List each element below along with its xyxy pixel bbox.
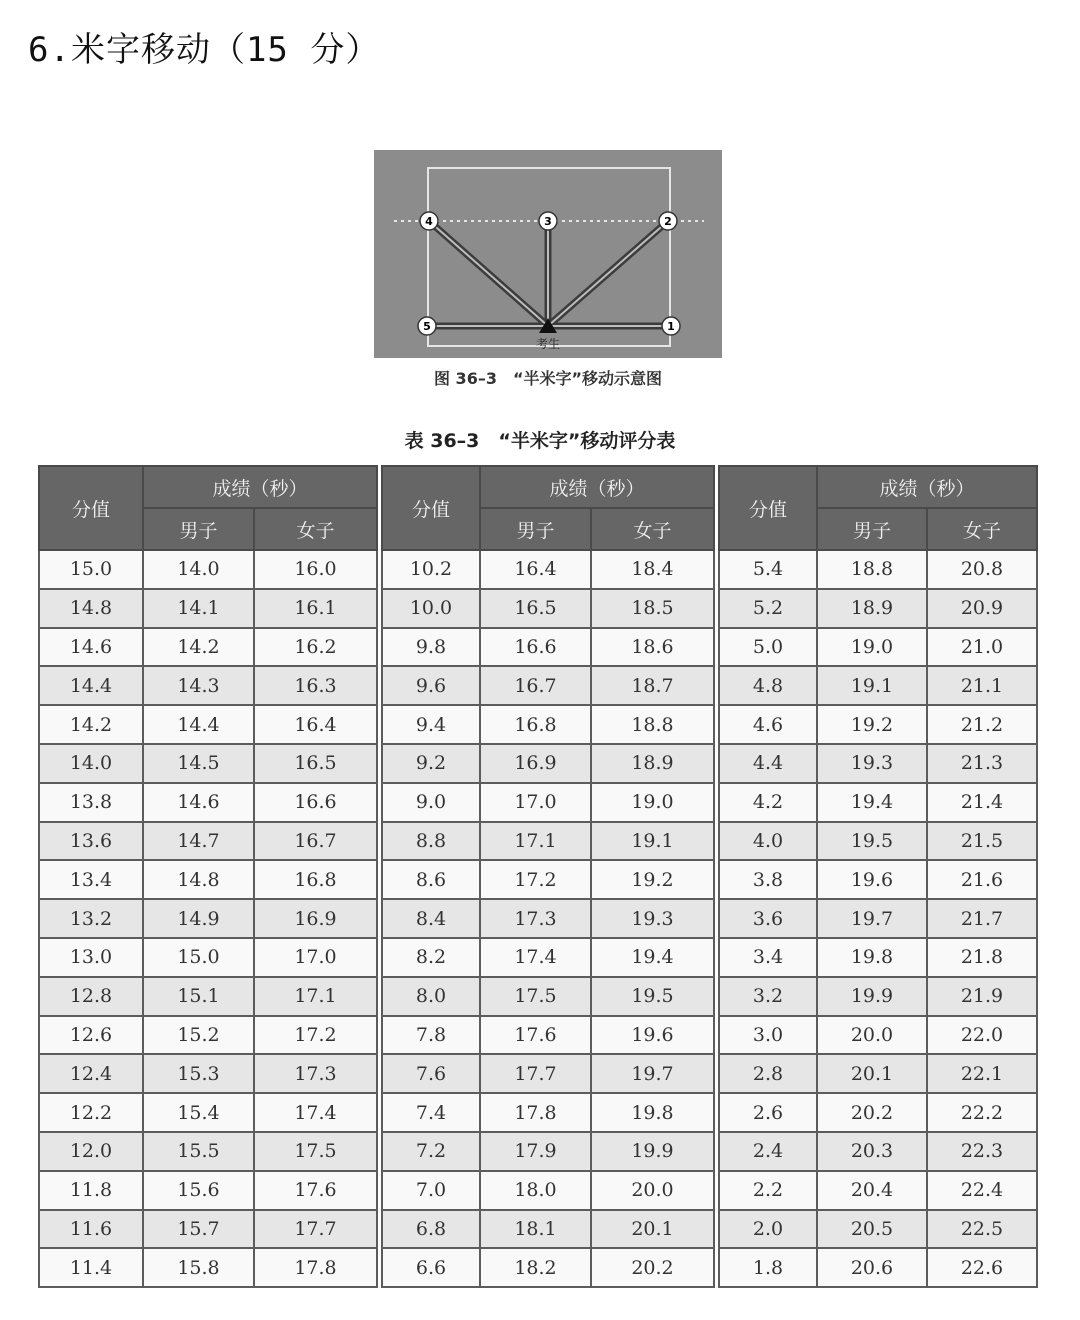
table-row bbox=[39, 666, 377, 705]
header-female: 女子 bbox=[254, 508, 377, 550]
cell-female: 19.3 bbox=[591, 899, 714, 938]
table-row bbox=[382, 1248, 714, 1287]
table-row bbox=[382, 1171, 714, 1210]
table-row bbox=[382, 628, 714, 667]
cell-male: 17.4 bbox=[480, 938, 591, 977]
cell-score: 13.6 bbox=[39, 822, 143, 861]
cell-score: 5.4 bbox=[719, 550, 817, 589]
cell-male: 15.2 bbox=[143, 1016, 254, 1055]
cell-male: 15.4 bbox=[143, 1093, 254, 1132]
table-row bbox=[719, 977, 1037, 1016]
cell-male: 14.1 bbox=[143, 589, 254, 628]
cell-male: 18.2 bbox=[480, 1248, 591, 1287]
table-row bbox=[382, 938, 714, 977]
table-row bbox=[39, 1054, 377, 1093]
table-row bbox=[39, 977, 377, 1016]
header-male: 男子 bbox=[143, 508, 254, 550]
cell-female: 17.0 bbox=[254, 938, 377, 977]
cell-score: 9.4 bbox=[382, 705, 480, 744]
cell-male: 16.5 bbox=[480, 589, 591, 628]
table-row bbox=[382, 744, 714, 783]
table-row bbox=[719, 822, 1037, 861]
cell-score: 7.8 bbox=[382, 1016, 480, 1055]
table-row bbox=[39, 1171, 377, 1210]
cell-male: 15.1 bbox=[143, 977, 254, 1016]
cell-male: 20.2 bbox=[817, 1093, 927, 1132]
table-row bbox=[39, 1093, 377, 1132]
table-row bbox=[39, 744, 377, 783]
table-row bbox=[382, 860, 714, 899]
table-row bbox=[382, 666, 714, 705]
cell-score: 9.0 bbox=[382, 783, 480, 822]
cell-score: 7.0 bbox=[382, 1171, 480, 1210]
table-row bbox=[719, 1248, 1037, 1287]
cell-female: 21.3 bbox=[927, 744, 1037, 783]
table-row bbox=[719, 1132, 1037, 1171]
cell-male: 14.9 bbox=[143, 899, 254, 938]
cell-female: 17.6 bbox=[254, 1171, 377, 1210]
cell-score: 12.4 bbox=[39, 1054, 143, 1093]
cell-female: 22.1 bbox=[927, 1054, 1037, 1093]
cell-male: 19.4 bbox=[817, 783, 927, 822]
table-row bbox=[39, 1016, 377, 1055]
cell-female: 18.4 bbox=[591, 550, 714, 589]
cell-score: 11.8 bbox=[39, 1171, 143, 1210]
cell-male: 15.0 bbox=[143, 938, 254, 977]
point-5-label: 5 bbox=[423, 320, 431, 333]
cell-male: 17.3 bbox=[480, 899, 591, 938]
table-row bbox=[382, 1016, 714, 1055]
table-row bbox=[719, 783, 1037, 822]
cell-score: 14.4 bbox=[39, 666, 143, 705]
cell-female: 19.7 bbox=[591, 1054, 714, 1093]
table-row bbox=[719, 1171, 1037, 1210]
cell-score: 5.0 bbox=[719, 628, 817, 667]
header-score: 分值 bbox=[719, 466, 817, 550]
header-result: 成绩（秒） bbox=[817, 466, 1037, 508]
cell-female: 16.5 bbox=[254, 744, 377, 783]
cell-female: 16.1 bbox=[254, 589, 377, 628]
cell-male: 14.7 bbox=[143, 822, 254, 861]
score-table-block-1 bbox=[38, 465, 378, 1288]
cell-female: 16.0 bbox=[254, 550, 377, 589]
cell-male: 17.8 bbox=[480, 1093, 591, 1132]
table-row bbox=[719, 1016, 1037, 1055]
cell-male: 17.6 bbox=[480, 1016, 591, 1055]
table-row bbox=[39, 1210, 377, 1249]
cell-female: 21.6 bbox=[927, 860, 1037, 899]
cell-score: 9.8 bbox=[382, 628, 480, 667]
cell-male: 18.0 bbox=[480, 1171, 591, 1210]
cell-female: 22.2 bbox=[927, 1093, 1037, 1132]
table-row bbox=[382, 783, 714, 822]
cell-female: 22.6 bbox=[927, 1248, 1037, 1287]
cell-score: 9.6 bbox=[382, 666, 480, 705]
cell-female: 16.8 bbox=[254, 860, 377, 899]
half-mi-diagram bbox=[374, 150, 722, 358]
cell-score: 8.8 bbox=[382, 822, 480, 861]
cell-female: 20.0 bbox=[591, 1171, 714, 1210]
table-row bbox=[382, 1093, 714, 1132]
cell-male: 19.3 bbox=[817, 744, 927, 783]
cell-female: 19.4 bbox=[591, 938, 714, 977]
cell-male: 16.7 bbox=[480, 666, 591, 705]
cell-score: 9.2 bbox=[382, 744, 480, 783]
cell-score: 6.6 bbox=[382, 1248, 480, 1287]
cell-score: 4.2 bbox=[719, 783, 817, 822]
cell-score: 4.4 bbox=[719, 744, 817, 783]
cell-female: 16.6 bbox=[254, 783, 377, 822]
cell-male: 19.5 bbox=[817, 822, 927, 861]
table-row bbox=[719, 860, 1037, 899]
cell-male: 19.1 bbox=[817, 666, 927, 705]
table-row bbox=[382, 550, 714, 589]
cell-male: 16.4 bbox=[480, 550, 591, 589]
cell-male: 14.8 bbox=[143, 860, 254, 899]
cell-female: 21.8 bbox=[927, 938, 1037, 977]
point-4-label: 4 bbox=[425, 215, 433, 228]
table-row bbox=[719, 1210, 1037, 1249]
table-row bbox=[39, 938, 377, 977]
diagram-svg bbox=[374, 150, 722, 358]
cell-score: 7.2 bbox=[382, 1132, 480, 1171]
table-row bbox=[719, 744, 1037, 783]
cell-female: 21.1 bbox=[927, 666, 1037, 705]
cell-female: 20.8 bbox=[927, 550, 1037, 589]
cell-score: 13.8 bbox=[39, 783, 143, 822]
table-row bbox=[719, 666, 1037, 705]
cell-female: 18.7 bbox=[591, 666, 714, 705]
cell-male: 20.0 bbox=[817, 1016, 927, 1055]
cell-female: 19.2 bbox=[591, 860, 714, 899]
cell-score: 3.8 bbox=[719, 860, 817, 899]
figure-caption: 图 36–3 “半米字”移动示意图 bbox=[433, 369, 662, 388]
cell-male: 14.6 bbox=[143, 783, 254, 822]
cell-female: 18.6 bbox=[591, 628, 714, 667]
cell-score: 14.8 bbox=[39, 589, 143, 628]
cell-male: 15.6 bbox=[143, 1171, 254, 1210]
cell-female: 21.9 bbox=[927, 977, 1037, 1016]
cell-score: 2.2 bbox=[719, 1171, 817, 1210]
page-heading: 6.米字移动（15 分） bbox=[28, 30, 381, 70]
cell-male: 20.1 bbox=[817, 1054, 927, 1093]
cell-female: 22.3 bbox=[927, 1132, 1037, 1171]
cell-male: 15.8 bbox=[143, 1248, 254, 1287]
cell-male: 14.4 bbox=[143, 705, 254, 744]
cell-male: 14.2 bbox=[143, 628, 254, 667]
cell-score: 12.8 bbox=[39, 977, 143, 1016]
table-row bbox=[719, 1054, 1037, 1093]
cell-male: 19.6 bbox=[817, 860, 927, 899]
header-score: 分值 bbox=[39, 466, 143, 550]
cell-female: 19.5 bbox=[591, 977, 714, 1016]
table-row bbox=[719, 705, 1037, 744]
table-row bbox=[719, 1093, 1037, 1132]
table-caption: 表 36–3 “半米字”移动评分表 bbox=[404, 430, 676, 452]
cell-female: 16.7 bbox=[254, 822, 377, 861]
cell-female: 17.1 bbox=[254, 977, 377, 1016]
cell-female: 19.0 bbox=[591, 783, 714, 822]
cell-male: 17.7 bbox=[480, 1054, 591, 1093]
cell-score: 14.0 bbox=[39, 744, 143, 783]
table-row bbox=[39, 783, 377, 822]
cell-female: 19.8 bbox=[591, 1093, 714, 1132]
cell-score: 7.4 bbox=[382, 1093, 480, 1132]
cell-male: 17.5 bbox=[480, 977, 591, 1016]
table-row bbox=[382, 1054, 714, 1093]
cell-female: 16.3 bbox=[254, 666, 377, 705]
table-row bbox=[719, 899, 1037, 938]
cell-male: 20.6 bbox=[817, 1248, 927, 1287]
cell-score: 11.4 bbox=[39, 1248, 143, 1287]
table-row bbox=[382, 1210, 714, 1249]
cell-male: 16.9 bbox=[480, 744, 591, 783]
cell-female: 21.5 bbox=[927, 822, 1037, 861]
cell-male: 17.9 bbox=[480, 1132, 591, 1171]
point-2-label: 2 bbox=[664, 215, 672, 228]
cell-male: 19.0 bbox=[817, 628, 927, 667]
cell-female: 17.2 bbox=[254, 1016, 377, 1055]
cell-score: 10.0 bbox=[382, 589, 480, 628]
cell-female: 20.2 bbox=[591, 1248, 714, 1287]
cell-female: 18.5 bbox=[591, 589, 714, 628]
cell-female: 17.5 bbox=[254, 1132, 377, 1171]
cell-score: 1.8 bbox=[719, 1248, 817, 1287]
cell-female: 16.4 bbox=[254, 705, 377, 744]
table-row bbox=[719, 628, 1037, 667]
header-result: 成绩（秒） bbox=[143, 466, 377, 508]
cell-female: 21.2 bbox=[927, 705, 1037, 744]
cell-male: 19.8 bbox=[817, 938, 927, 977]
cell-score: 2.4 bbox=[719, 1132, 817, 1171]
cell-female: 19.6 bbox=[591, 1016, 714, 1055]
cell-female: 17.8 bbox=[254, 1248, 377, 1287]
cell-score: 5.2 bbox=[719, 589, 817, 628]
table-row bbox=[382, 589, 714, 628]
table-row bbox=[39, 899, 377, 938]
table-row bbox=[382, 977, 714, 1016]
cell-female: 20.9 bbox=[927, 589, 1037, 628]
table-row bbox=[39, 550, 377, 589]
cell-male: 19.7 bbox=[817, 899, 927, 938]
cell-score: 13.4 bbox=[39, 860, 143, 899]
header-result: 成绩（秒） bbox=[480, 466, 714, 508]
cell-male: 15.5 bbox=[143, 1132, 254, 1171]
cell-female: 17.7 bbox=[254, 1210, 377, 1249]
table-row bbox=[39, 589, 377, 628]
start-label: 考生 bbox=[535, 337, 561, 351]
cell-female: 22.5 bbox=[927, 1210, 1037, 1249]
cell-male: 15.3 bbox=[143, 1054, 254, 1093]
point-3-label: 3 bbox=[544, 215, 552, 228]
cell-score: 11.6 bbox=[39, 1210, 143, 1249]
cell-score: 3.2 bbox=[719, 977, 817, 1016]
table-row bbox=[382, 1132, 714, 1171]
cell-score: 12.0 bbox=[39, 1132, 143, 1171]
table-row bbox=[719, 589, 1037, 628]
header-score: 分值 bbox=[382, 466, 480, 550]
table-row bbox=[39, 1248, 377, 1287]
header-female: 女子 bbox=[927, 508, 1037, 550]
cell-male: 16.8 bbox=[480, 705, 591, 744]
cell-score: 3.0 bbox=[719, 1016, 817, 1055]
cell-score: 14.6 bbox=[39, 628, 143, 667]
cell-male: 19.2 bbox=[817, 705, 927, 744]
cell-female: 22.4 bbox=[927, 1171, 1037, 1210]
table-row bbox=[39, 628, 377, 667]
table-row bbox=[39, 822, 377, 861]
table-row bbox=[719, 938, 1037, 977]
cell-male: 19.9 bbox=[817, 977, 927, 1016]
cell-male: 17.0 bbox=[480, 783, 591, 822]
cell-female: 17.3 bbox=[254, 1054, 377, 1093]
cell-male: 20.4 bbox=[817, 1171, 927, 1210]
cell-male: 14.0 bbox=[143, 550, 254, 589]
cell-female: 21.4 bbox=[927, 783, 1037, 822]
cell-female: 16.2 bbox=[254, 628, 377, 667]
cell-score: 6.8 bbox=[382, 1210, 480, 1249]
cell-score: 10.2 bbox=[382, 550, 480, 589]
cell-score: 3.4 bbox=[719, 938, 817, 977]
cell-female: 21.7 bbox=[927, 899, 1037, 938]
cell-score: 3.6 bbox=[719, 899, 817, 938]
cell-score: 4.0 bbox=[719, 822, 817, 861]
header-female: 女子 bbox=[591, 508, 714, 550]
table-row bbox=[39, 860, 377, 899]
cell-female: 20.1 bbox=[591, 1210, 714, 1249]
table-row bbox=[382, 822, 714, 861]
path-highlight bbox=[429, 221, 548, 326]
cell-score: 8.0 bbox=[382, 977, 480, 1016]
cell-score: 2.8 bbox=[719, 1054, 817, 1093]
cell-male: 16.6 bbox=[480, 628, 591, 667]
cell-male: 17.1 bbox=[480, 822, 591, 861]
table-row bbox=[382, 899, 714, 938]
cell-score: 8.4 bbox=[382, 899, 480, 938]
cell-score: 2.0 bbox=[719, 1210, 817, 1249]
cell-male: 18.8 bbox=[817, 550, 927, 589]
table-row bbox=[39, 1132, 377, 1171]
path-highlight bbox=[548, 221, 668, 326]
table-row bbox=[382, 705, 714, 744]
cell-male: 20.5 bbox=[817, 1210, 927, 1249]
cell-score: 7.6 bbox=[382, 1054, 480, 1093]
cell-score: 8.6 bbox=[382, 860, 480, 899]
cell-female: 18.9 bbox=[591, 744, 714, 783]
cell-female: 16.9 bbox=[254, 899, 377, 938]
cell-male: 14.5 bbox=[143, 744, 254, 783]
cell-score: 13.0 bbox=[39, 938, 143, 977]
cell-male: 14.3 bbox=[143, 666, 254, 705]
header-male: 男子 bbox=[480, 508, 591, 550]
table-row bbox=[39, 705, 377, 744]
score-table-block-3 bbox=[718, 465, 1038, 1288]
cell-score: 4.6 bbox=[719, 705, 817, 744]
cell-score: 14.2 bbox=[39, 705, 143, 744]
table-row bbox=[719, 550, 1037, 589]
cell-female: 17.4 bbox=[254, 1093, 377, 1132]
cell-female: 21.0 bbox=[927, 628, 1037, 667]
point-1-label: 1 bbox=[667, 320, 675, 333]
cell-score: 4.8 bbox=[719, 666, 817, 705]
cell-score: 15.0 bbox=[39, 550, 143, 589]
cell-score: 12.6 bbox=[39, 1016, 143, 1055]
cell-female: 22.0 bbox=[927, 1016, 1037, 1055]
cell-male: 20.3 bbox=[817, 1132, 927, 1171]
cell-score: 12.2 bbox=[39, 1093, 143, 1132]
cell-score: 8.2 bbox=[382, 938, 480, 977]
header-male: 男子 bbox=[817, 508, 927, 550]
cell-male: 18.1 bbox=[480, 1210, 591, 1249]
movement-path-highlights bbox=[427, 221, 671, 326]
cell-female: 19.1 bbox=[591, 822, 714, 861]
cell-score: 13.2 bbox=[39, 899, 143, 938]
cell-male: 18.9 bbox=[817, 589, 927, 628]
cell-male: 15.7 bbox=[143, 1210, 254, 1249]
cell-female: 18.8 bbox=[591, 705, 714, 744]
score-table-block-2 bbox=[381, 465, 715, 1288]
cell-female: 19.9 bbox=[591, 1132, 714, 1171]
cell-score: 2.6 bbox=[719, 1093, 817, 1132]
cell-male: 17.2 bbox=[480, 860, 591, 899]
